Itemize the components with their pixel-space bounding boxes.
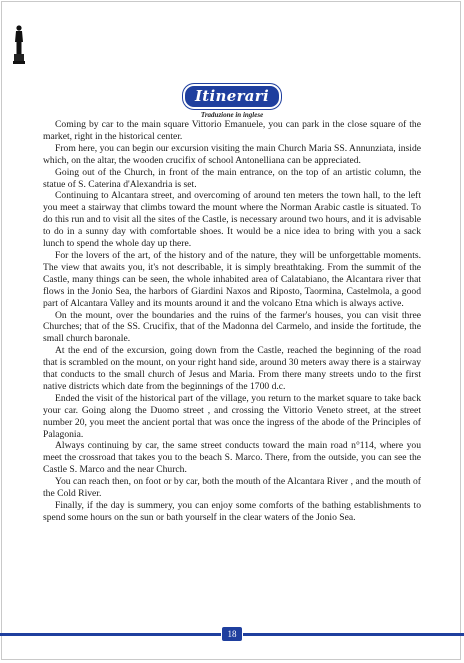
section-header [0,86,464,119]
logo-subtitle: Traduzione in inglese [200,111,264,119]
page-number: 18 [222,627,242,641]
paragraph: On the mount, over the boundaries and the ruins of the farmer's houses, you can visit three Churches; that of the SS. Crucifix, that of the Madonna del Carmelo, and inside the fortitude, the small church baronale. [43,309,421,345]
paragraph: Going out of the Church, in front of the main entrance, on the top of an artistic column, the statue of S. Caterina d'Alexandria is set. [43,166,421,190]
paragraph: For the lovers of the art, of the history and of the nature, they will be unforgettable moments. The view that awaits you, it's not describable, it is simply breathtaking. From the summit of the Castle, many things can be seen, the whole inhabited area of Calatabiano, the Alcantara river that flows in the Jonio Sea, the harbors of Giardini Naxos and Riposto, Taormina, Castelmola, a good part of Alcantara Valley and its mounts around it and the volcano Etna which is always active. [43,249,421,309]
article-body [43,119,421,524]
paragraph: From here, you can begin our excursion visiting the main Church Maria SS. Annunziata, inside which, on the altar, the wooden crucifix of school Antonelliana can be appreciated. [43,142,421,166]
paragraph: You can reach then, on foot or by car, both the mouth of the Alcantara River , and the mouth of the Cold River. [43,476,421,500]
paragraph: Coming by car to the main square Vittorio Emanuele, you can park in the close square of the market, right in the historical center. [43,119,421,142]
paragraph: Finally, if the day is summery, you can enjoy some comforts of the bathing establishments to spend some hours on the sun or bath yourself in the clear waters of the Jonio Sea. [43,500,421,523]
paragraph: Continuing to Alcantara street, and overcoming of around ten meters the town hall, to the left you meet a stairway that climbs toward the mount where the Norman Arabic castle is situated. To do this run and to visit all the sites of the Castle, is necessary around two hours, and it is advisable to do in a sunny day with comfortable shoes. It would be a nice idea to bring with you a sack lunch to spend the whole day up there. [43,190,421,250]
itinerari-logo: Itinerari [185,86,279,107]
paragraph: Always continuing by car, the same street conducts toward the main road n°114, where you meet the crossroad that takes you to the beach S. Marco. There, from the outside, you can see the Castle S. Marco and the near Church. [43,440,421,476]
statue-icon [12,24,26,64]
paragraph: At the end of the excursion, going down from the Castle, reached the beginning of the road that is scrambled on the mount, on your right hand side, around 30 meters away there is a stairway that conducts to the small church of Jesus and Maria. From there many streets undo to the first native districts which date from the beginnings of the 1700 d.c. [43,345,421,392]
paragraph: Ended the visit of the historical part of the village, you return to the market square to take back your car. Going along the Duomo street , and crossing the Vittorio Veneto street, at the street number 20, you meet the ancient portal that was once the ingress of the abode of the Principles of Palagonia. [43,392,421,440]
